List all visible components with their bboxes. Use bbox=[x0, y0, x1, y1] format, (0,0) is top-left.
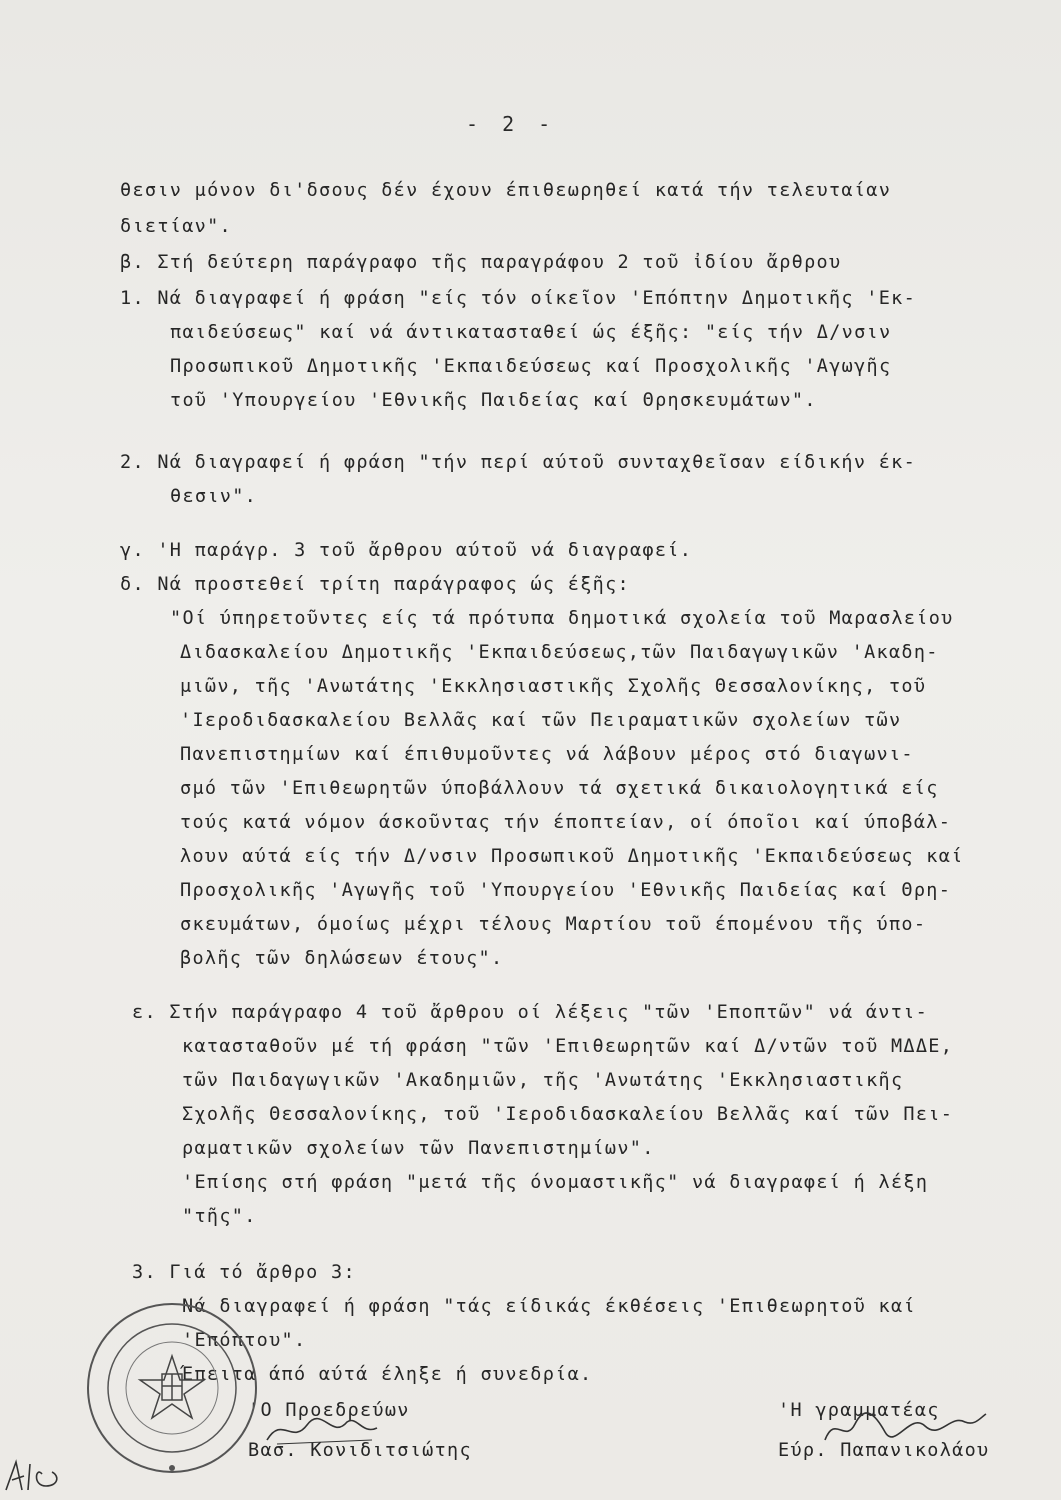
page-number: - 2 - bbox=[466, 112, 557, 136]
text-line: Προσωπικοῦ Δημοτικῆς 'Εκπαιδεύσεως καί Προσχολικῆς 'Αγωγῆς bbox=[170, 356, 892, 377]
text-line: 'Επίσης στή φράση "μετά τῆς όνομαστικῆς" νά διαγραφεί ή λέξη bbox=[182, 1172, 929, 1193]
text-line: Διδασκαλείου Δημοτικῆς 'Εκπαιδεύσεως,τῶν Παιδαγωγικῶν 'Ακαδη- bbox=[180, 642, 939, 663]
text-line: 'Ιεροδιδασκαλείου Βελλᾶς καί τῶν Πειραματικῶν σχολείων τῶν bbox=[180, 710, 902, 731]
official-seal-stamp bbox=[84, 1300, 260, 1476]
text-line: Νά διαγραφεί ή φράση "τάς είδικάς έκθέσεις 'Επιθεωρητοῦ καί bbox=[182, 1296, 916, 1317]
text-line: ραματικῶν σχολείων τῶν Πανεπιστημίων". bbox=[182, 1138, 655, 1159]
text-line: 'Επόπτου". bbox=[182, 1330, 307, 1351]
handwritten-signature-right bbox=[820, 1404, 990, 1448]
text-line: Προσχολικῆς 'Αγωγῆς τοῦ 'Υπουργείου 'Εθνικῆς Παιδείας καί Θρη- bbox=[180, 880, 952, 901]
text-line: δ. Νά προστεθεί τρίτη παράγραφος ώς έξῆς: bbox=[120, 574, 630, 595]
text-line: Σχολῆς Θεσσαλονίκης, τοῦ 'Ιεροδιδασκαλείου Βελλᾶς καί τῶν Πει- bbox=[182, 1104, 954, 1125]
handwritten-signature-left bbox=[262, 1410, 382, 1450]
text-line: παιδεύσεως" καί νά άντικατασταθεί ώς έξῆς: "είς τήν Δ/νσιν bbox=[170, 322, 892, 343]
signature-right-name: Εύρ. Παπανικολάου bbox=[778, 1440, 990, 1461]
text-line: θεσιν". bbox=[170, 486, 258, 507]
text-line: τούς κατά νόμον άσκοῦντας τήν έποπτείαν, οί όποῖοι καί ύποβάλ- bbox=[180, 812, 952, 833]
text-line: ε. Στήν παράγραφο 4 τοῦ ἄρθρου οί λέξεις "τῶν 'Εποπτῶν" νά άντι- bbox=[132, 1002, 929, 1023]
text-line: διετίαν". bbox=[120, 216, 232, 237]
text-line: σμό τῶν 'Επιθεωρητῶν ύποβάλλουν τά σχετικά δικαιολογητικά είς bbox=[180, 778, 939, 799]
text-line: θεσιν μόνον δι'δσους δέν έχουν έπιθεωρηθεί κατά τήν τελευταίαν bbox=[120, 180, 892, 201]
text-line: κατασταθοῦν μέ τή φράση "τῶν 'Επιθεωρητῶν καί Δ/ντῶν τοῦ ΜΔΔΕ, bbox=[182, 1036, 954, 1057]
text-line: τῶν Παιδαγωγικῶν 'Ακαδημιῶν, τῆς 'Ανωτάτης 'Εκκλησιαστικῆς bbox=[182, 1070, 904, 1091]
text-line: βολῆς τῶν δηλώσεων έτους". bbox=[180, 948, 504, 969]
signature-left-title: 'Ο Προεδρεύων bbox=[248, 1400, 410, 1421]
signature-left-name: Βασ. Κονιδιτσιώτης bbox=[248, 1440, 472, 1461]
text-line: τοῦ 'Υπουργείου 'Εθνικῆς Παιδείας καί Θρησκευμάτων". bbox=[170, 390, 817, 411]
text-line: λουν αύτά είς τήν Δ/νσιν Προσωπικοῦ Δημοτικῆς 'Εκπαιδεύσεως καί bbox=[180, 846, 964, 867]
text-line: "τῆς". bbox=[182, 1206, 257, 1227]
text-line: Πανεπιστημίων καί έπιθυμοῦντες νά λάβουν μέρος στό διαγωνι- bbox=[180, 744, 914, 765]
text-line: Έπειτα άπό αύτά έληξε ή συνεδρία. bbox=[182, 1364, 593, 1385]
text-line: γ. 'Η παράγρ. 3 τοῦ ἄρθρου αύτοῦ νά διαγραφεί. bbox=[120, 540, 693, 561]
signature-right-title: 'Η γραμματέας bbox=[778, 1400, 940, 1421]
text-line: "Οί ύπηρετοῦντες είς τά πρότυπα δημοτικά σχολεία τοῦ Μαρασλείου bbox=[170, 608, 954, 629]
text-line: σκευμάτων, όμοίως μέχρι τέλους Μαρτίου τοῦ έπομένου τῆς ύπο- bbox=[180, 914, 927, 935]
text-line: 1. Νά διαγραφεί ή φράση "είς τόν οίκεῖον 'Επόπτην Δημοτικῆς 'Εκ- bbox=[120, 288, 917, 309]
text-line: μιῶν, τῆς 'Ανωτάτης 'Εκκλησιαστικῆς Σχολῆς Θεσσαλονίκης, τοῦ bbox=[180, 676, 927, 697]
text-line: 2. Νά διαγραφεί ή φράση "τήν περί αύτοῦ συνταχθεῖσαν είδικήν έκ- bbox=[120, 452, 917, 473]
text-line: β. Στή δεύτερη παράγραφο τῆς παραγράφου 2 τοῦ ἰδίου ἄρθρου bbox=[120, 252, 842, 273]
handwritten-corner-mark bbox=[2, 1456, 72, 1496]
text-line: 3. Γιά τό ἄρθρο 3: bbox=[132, 1262, 356, 1283]
